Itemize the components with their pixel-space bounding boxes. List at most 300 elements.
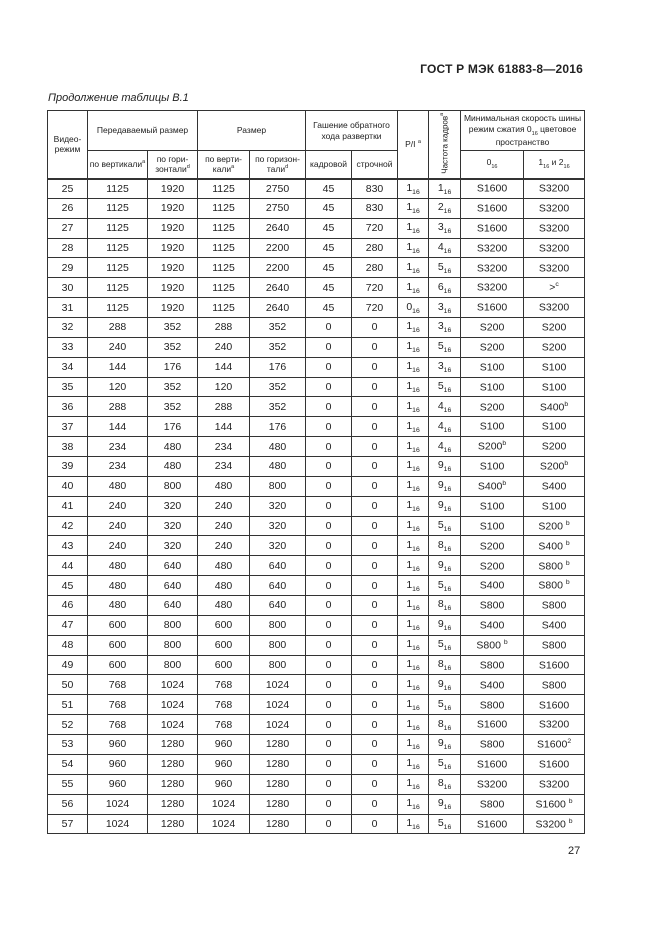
cell-speed-cs12 xyxy=(524,715,585,735)
cell-speed-cs0 xyxy=(461,198,524,218)
cell-transmitted-horizontal: 352 xyxy=(148,397,198,417)
cell-speed-cs12 xyxy=(524,179,585,199)
value: S800 xyxy=(541,679,567,692)
subscript: 16 xyxy=(443,784,452,792)
cell-frame-rate xyxy=(429,754,461,774)
cell-frame-rate xyxy=(429,556,461,576)
value: S800 xyxy=(538,579,566,592)
subscript: 16 xyxy=(443,565,452,573)
cell-transmitted-horizontal: 480 xyxy=(148,437,198,457)
subscript: 16 xyxy=(412,645,420,653)
cell-transmitted-horizontal: 352 xyxy=(148,337,198,357)
cell-blanking-line: 720 xyxy=(352,278,398,298)
footnote-mark: b xyxy=(565,519,570,527)
cell-pi xyxy=(398,814,429,834)
cell-transmitted-vertical: 600 xyxy=(88,655,148,675)
cell-transmitted-vertical: 960 xyxy=(88,735,148,755)
cell-mode: 46 xyxy=(48,596,88,616)
cell-size-horizontal: 320 xyxy=(250,496,306,516)
value: S400 xyxy=(479,579,505,592)
cell-pi xyxy=(398,615,429,635)
value: 1 xyxy=(406,598,413,611)
cell-speed-cs0 xyxy=(461,298,524,318)
subscript: 16 xyxy=(443,367,452,375)
value: 3 xyxy=(437,320,444,333)
cell-transmitted-vertical: 1125 xyxy=(88,258,148,278)
cell-transmitted-horizontal: 1280 xyxy=(148,735,198,755)
cell-speed-cs0 xyxy=(461,437,524,457)
cell-blanking-frame: 0 xyxy=(306,516,352,536)
subscript: 16 xyxy=(443,287,452,295)
value: S800 xyxy=(479,659,505,672)
cell-pi xyxy=(398,774,429,794)
cell-pi xyxy=(398,596,429,616)
value: S200 xyxy=(541,440,567,453)
table-row xyxy=(48,238,585,258)
cell-speed-cs0 xyxy=(461,318,524,338)
cell-speed-cs0 xyxy=(461,516,524,536)
cell-transmitted-horizontal: 320 xyxy=(148,516,198,536)
value: 1 xyxy=(406,459,413,472)
cell-speed-cs0 xyxy=(461,596,524,616)
cell-speed-cs0 xyxy=(461,635,524,655)
cell-size-horizontal: 800 xyxy=(250,635,306,655)
value: S3200 xyxy=(538,202,570,215)
value: S1600 xyxy=(476,301,508,314)
cell-speed-cs12 xyxy=(524,198,585,218)
cell-speed-cs12 xyxy=(524,516,585,536)
value: > xyxy=(549,281,556,294)
cell-size-vertical: 234 xyxy=(198,437,250,457)
cell-pi xyxy=(398,238,429,258)
cell-blanking-line: 0 xyxy=(352,695,398,715)
footnote-mark: 2 xyxy=(567,738,572,746)
cell-pi xyxy=(398,496,429,516)
cell-transmitted-vertical: 234 xyxy=(88,437,148,457)
cell-blanking-line: 0 xyxy=(352,437,398,457)
cell-size-horizontal: 176 xyxy=(250,357,306,377)
cell-size-horizontal: 320 xyxy=(250,536,306,556)
cell-pi xyxy=(398,576,429,596)
subscript: 16 xyxy=(443,406,452,414)
cell-speed-cs12 xyxy=(524,655,585,675)
cell-speed-cs12 xyxy=(524,357,585,377)
cell-blanking-frame: 45 xyxy=(306,179,352,199)
cell-pi xyxy=(398,337,429,357)
header-min-bus-speed-label: Минимальная скорость шины режим сжатия 0 xyxy=(463,112,582,134)
value: S3200 xyxy=(538,242,570,255)
cell-blanking-frame: 0 xyxy=(306,576,352,596)
cell-size-vertical: 768 xyxy=(198,715,250,735)
cell-size-horizontal: 176 xyxy=(250,417,306,437)
value: S1600 xyxy=(538,758,570,771)
label-line2: зонтали xyxy=(155,164,187,175)
cell-blanking-frame: 0 xyxy=(306,715,352,735)
cell-transmitted-horizontal: 640 xyxy=(148,576,198,596)
value: S3200 xyxy=(476,778,508,791)
table-row xyxy=(48,278,585,298)
cell-blanking-line: 830 xyxy=(352,198,398,218)
cell-blanking-line: 0 xyxy=(352,715,398,735)
cell-speed-cs0 xyxy=(461,675,524,695)
table-caption: Продолжение таблицы В.1 xyxy=(48,92,189,104)
cell-speed-cs0 xyxy=(461,655,524,675)
cell-speed-cs12 xyxy=(524,437,585,457)
cell-mode: 42 xyxy=(48,516,88,536)
cell-size-vertical: 1125 xyxy=(198,278,250,298)
cell-size-vertical: 1125 xyxy=(198,218,250,238)
value: S200 xyxy=(479,540,505,553)
value: S1600 xyxy=(535,798,569,811)
cell-transmitted-horizontal: 800 xyxy=(148,476,198,496)
cell-size-vertical: 480 xyxy=(198,476,250,496)
value: S800 xyxy=(479,798,505,811)
value: 1 xyxy=(406,757,413,770)
cell-frame-rate xyxy=(429,258,461,278)
cell-transmitted-vertical: 1125 xyxy=(88,179,148,199)
cell-blanking-line: 0 xyxy=(352,615,398,635)
cell-transmitted-horizontal: 176 xyxy=(148,417,198,437)
subscript: 16 xyxy=(443,267,452,275)
cell-blanking-line: 0 xyxy=(352,735,398,755)
subscript: 16 xyxy=(412,526,420,534)
cell-frame-rate xyxy=(429,457,461,477)
value: S800 xyxy=(479,599,505,612)
note: a xyxy=(142,159,146,166)
cell-size-horizontal: 640 xyxy=(250,556,306,576)
value: 9 xyxy=(437,479,444,492)
cell-pi xyxy=(398,278,429,298)
document-header: ГОСТ Р МЭК 61883-8—2016 xyxy=(420,62,583,76)
cell-blanking-line: 0 xyxy=(352,397,398,417)
cell-blanking-frame: 0 xyxy=(306,596,352,616)
cell-transmitted-vertical: 288 xyxy=(88,397,148,417)
cell-pi xyxy=(398,476,429,496)
cell-transmitted-vertical: 1125 xyxy=(88,218,148,238)
value: S800 xyxy=(541,599,567,612)
cell-size-vertical: 240 xyxy=(198,337,250,357)
value: 1 xyxy=(406,519,413,532)
cell-transmitted-horizontal: 800 xyxy=(148,635,198,655)
value: S1600 xyxy=(536,738,568,751)
cell-speed-cs0 xyxy=(461,794,524,814)
cell-blanking-line: 830 xyxy=(352,179,398,199)
subscript: 16 xyxy=(412,367,420,375)
cell-speed-cs0 xyxy=(461,576,524,596)
subscript: 16 xyxy=(412,665,420,673)
cell-transmitted-vertical: 1024 xyxy=(88,794,148,814)
value: S800 xyxy=(538,560,566,572)
cell-transmitted-vertical: 768 xyxy=(88,695,148,715)
cell-size-vertical: 1024 xyxy=(198,794,250,814)
table-row xyxy=(48,675,585,695)
cell-size-horizontal: 1280 xyxy=(250,814,306,834)
cell-speed-cs0 xyxy=(461,496,524,516)
cell-blanking-line: 0 xyxy=(352,754,398,774)
cell-size-horizontal: 352 xyxy=(250,377,306,397)
cell-size-vertical: 1125 xyxy=(198,298,250,318)
cell-size-vertical: 288 xyxy=(198,397,250,417)
cell-speed-cs0 xyxy=(461,536,524,556)
subscript: 16 xyxy=(412,565,420,573)
value: 8 xyxy=(437,598,444,611)
cell-blanking-line: 280 xyxy=(352,258,398,278)
subscript: 16 xyxy=(443,387,452,395)
cell-size-horizontal: 1280 xyxy=(250,735,306,755)
cell-blanking-frame: 0 xyxy=(306,735,352,755)
value: 9 xyxy=(437,677,444,690)
value: 1 xyxy=(406,797,413,810)
value: 4 xyxy=(437,399,444,412)
footnote-mark: b xyxy=(564,460,569,468)
cell-frame-rate xyxy=(429,516,461,536)
cell-size-horizontal: 480 xyxy=(250,437,306,457)
footnote-mark: b xyxy=(565,559,570,567)
footnote-mark: b xyxy=(565,579,570,587)
cell-blanking-frame: 45 xyxy=(306,278,352,298)
value: 1 xyxy=(406,419,413,432)
value: S400 xyxy=(479,679,505,692)
cell-frame-rate xyxy=(429,596,461,616)
table-row xyxy=(48,794,585,814)
value: S3200 xyxy=(476,262,508,275)
cell-transmitted-horizontal: 1280 xyxy=(148,754,198,774)
header-pi-label: P/I xyxy=(405,138,416,149)
subscript: 16 xyxy=(412,724,420,732)
value: 5 xyxy=(437,380,444,393)
value: 1 xyxy=(406,638,413,651)
cell-speed-cs0 xyxy=(461,238,524,258)
cell-frame-rate xyxy=(429,735,461,755)
cell-mode: 39 xyxy=(48,457,88,477)
value: 0 xyxy=(406,300,413,313)
value: S800 xyxy=(479,699,505,712)
cell-transmitted-vertical: 768 xyxy=(88,715,148,735)
cell-transmitted-horizontal: 1920 xyxy=(148,218,198,238)
cell-blanking-frame: 0 xyxy=(306,754,352,774)
cell-size-horizontal: 1280 xyxy=(250,754,306,774)
value: 9 xyxy=(437,558,444,571)
cell-size-horizontal: 352 xyxy=(250,337,306,357)
cell-blanking-frame: 0 xyxy=(306,437,352,457)
table-row xyxy=(48,814,585,834)
value: S100 xyxy=(479,361,505,374)
cell-pi xyxy=(398,218,429,238)
cell-blanking-frame: 0 xyxy=(306,695,352,715)
cell-transmitted-horizontal: 1920 xyxy=(148,258,198,278)
header-pi xyxy=(398,111,429,179)
subscript: 16 xyxy=(443,724,452,732)
value: 1 xyxy=(406,816,413,829)
value: 2 xyxy=(437,201,444,214)
subscript: 16 xyxy=(443,545,452,553)
value: 8 xyxy=(437,658,444,671)
label-mid: и 2 xyxy=(549,157,564,168)
cell-size-horizontal: 480 xyxy=(250,457,306,477)
subscript: 16 xyxy=(443,208,452,216)
cell-speed-cs0 xyxy=(461,556,524,576)
cell-mode: 51 xyxy=(48,695,88,715)
value: 4 xyxy=(437,419,444,432)
cell-mode: 29 xyxy=(48,258,88,278)
cell-speed-cs12 xyxy=(524,218,585,238)
value: 1 xyxy=(406,241,413,253)
value: 1 xyxy=(406,201,413,214)
value: S100 xyxy=(479,460,505,473)
cell-transmitted-horizontal: 1280 xyxy=(148,774,198,794)
cell-frame-rate xyxy=(429,238,461,258)
value: S100 xyxy=(479,420,505,433)
cell-size-horizontal: 352 xyxy=(250,318,306,338)
cell-size-vertical: 288 xyxy=(198,318,250,338)
footnote-mark: b xyxy=(503,638,508,646)
table-row xyxy=(48,576,585,596)
cell-speed-cs12 xyxy=(524,635,585,655)
value: 1 xyxy=(406,479,413,492)
subscript: 16 xyxy=(412,784,420,792)
subscript: 16 xyxy=(412,267,420,275)
subscript: 16 xyxy=(412,764,420,772)
cell-transmitted-horizontal: 176 xyxy=(148,357,198,377)
value: 1 xyxy=(406,260,413,273)
cell-speed-cs0 xyxy=(461,774,524,794)
table-row xyxy=(48,536,585,556)
subscript: 16 xyxy=(443,327,452,335)
subscript: 16 xyxy=(412,804,420,812)
cell-speed-cs0 xyxy=(461,754,524,774)
cell-pi xyxy=(398,179,429,199)
cell-transmitted-vertical: 480 xyxy=(88,576,148,596)
cell-transmitted-vertical: 960 xyxy=(88,774,148,794)
cell-speed-cs12 xyxy=(524,397,585,417)
label-line2: тали xyxy=(266,164,286,175)
cell-size-vertical: 1125 xyxy=(198,258,250,278)
cell-size-horizontal: 1024 xyxy=(250,675,306,695)
cell-transmitted-horizontal: 800 xyxy=(148,655,198,675)
subscript: 16 xyxy=(443,506,452,514)
subscript: 16 xyxy=(412,387,420,395)
subscript: 16 xyxy=(443,823,452,831)
cell-mode: 49 xyxy=(48,655,88,675)
cell-transmitted-vertical: 480 xyxy=(88,476,148,496)
table-row xyxy=(48,318,585,338)
value: 1 xyxy=(406,340,413,353)
cell-blanking-frame: 0 xyxy=(306,496,352,516)
cell-size-horizontal: 2200 xyxy=(250,258,306,278)
cell-pi xyxy=(398,318,429,338)
value: 1 xyxy=(406,578,413,591)
cell-speed-cs12 xyxy=(524,298,585,318)
subscript: 16 xyxy=(443,486,452,494)
cell-transmitted-vertical: 768 xyxy=(88,675,148,695)
value: 6 xyxy=(437,280,444,293)
value: 1 xyxy=(406,558,413,571)
value: S200 xyxy=(541,321,567,334)
value: 1 xyxy=(406,380,413,393)
cell-blanking-line: 0 xyxy=(352,536,398,556)
subscript: 16 xyxy=(412,823,420,831)
cell-blanking-frame: 0 xyxy=(306,318,352,338)
value: 5 xyxy=(437,697,444,710)
header-transmitted-size: Передаваемый размер xyxy=(88,111,198,151)
value: 3 xyxy=(437,360,444,373)
sub: 16 xyxy=(543,164,550,171)
cell-size-vertical: 144 xyxy=(198,357,250,377)
page-number: 27 xyxy=(568,845,581,857)
value: S100 xyxy=(541,420,567,433)
cell-transmitted-vertical: 144 xyxy=(88,417,148,437)
value: 5 xyxy=(437,260,444,273)
subscript: 16 xyxy=(412,426,420,434)
cell-speed-cs12 xyxy=(524,318,585,338)
value: 8 xyxy=(437,538,444,551)
cell-mode: 34 xyxy=(48,357,88,377)
cell-transmitted-vertical: 600 xyxy=(88,615,148,635)
note: d xyxy=(186,164,190,171)
cell-size-horizontal: 2750 xyxy=(250,179,306,199)
cell-blanking-line: 720 xyxy=(352,298,398,318)
video-modes-table xyxy=(47,110,585,834)
cell-mode: 33 xyxy=(48,337,88,357)
cell-mode: 56 xyxy=(48,794,88,814)
cell-transmitted-vertical: 1024 xyxy=(88,814,148,834)
value: S400 xyxy=(541,619,567,632)
subscript: 16 xyxy=(443,347,452,355)
header-mode: Видео-режим xyxy=(48,111,88,179)
cell-blanking-line: 280 xyxy=(352,238,398,258)
subscript: 16 xyxy=(412,327,420,335)
cell-mode: 25 xyxy=(48,179,88,199)
cell-speed-cs12 xyxy=(524,258,585,278)
value: 1 xyxy=(406,717,413,730)
value: S400 xyxy=(539,401,565,414)
value: S1600 xyxy=(476,758,508,771)
cell-frame-rate xyxy=(429,318,461,338)
value: S1600 xyxy=(476,718,508,731)
cell-speed-cs0 xyxy=(461,417,524,437)
cell-size-vertical: 480 xyxy=(198,596,250,616)
cell-pi xyxy=(398,437,429,457)
table-row xyxy=(48,198,585,218)
value: 4 xyxy=(437,439,444,452)
cell-blanking-line: 0 xyxy=(352,357,398,377)
cell-pi xyxy=(398,198,429,218)
cell-size-vertical: 960 xyxy=(198,735,250,755)
cell-size-vertical: 600 xyxy=(198,615,250,635)
subscript: 16 xyxy=(412,684,420,692)
cell-transmitted-vertical: 960 xyxy=(88,754,148,774)
cell-blanking-frame: 0 xyxy=(306,377,352,397)
cell-blanking-frame: 0 xyxy=(306,457,352,477)
cell-size-vertical: 960 xyxy=(198,754,250,774)
value: S3200 xyxy=(535,818,569,831)
label: по вертикали xyxy=(89,158,143,169)
value: S3200 xyxy=(538,718,570,731)
cell-blanking-line: 0 xyxy=(352,457,398,477)
subscript: 16 xyxy=(412,307,420,315)
sub2: 16 xyxy=(563,164,570,171)
cell-pi xyxy=(398,675,429,695)
cell-size-vertical: 240 xyxy=(198,496,250,516)
header-size: Размер xyxy=(198,111,306,151)
header-transmitted-vertical xyxy=(88,151,148,179)
cell-speed-cs0 xyxy=(461,814,524,834)
cell-blanking-line: 0 xyxy=(352,337,398,357)
cell-pi xyxy=(398,357,429,377)
value: 5 xyxy=(437,638,444,651)
value: 1 xyxy=(406,777,413,790)
cell-mode: 38 xyxy=(48,437,88,457)
